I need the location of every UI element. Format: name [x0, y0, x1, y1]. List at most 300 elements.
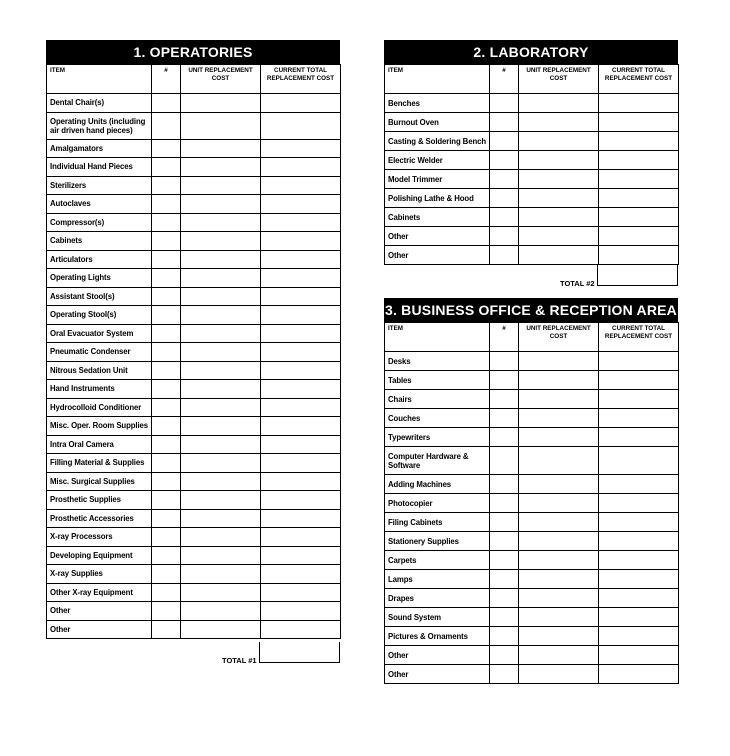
unit-cost-cell[interactable]: [519, 132, 599, 151]
section-title: 2. LABORATORY: [384, 40, 678, 64]
quantity-cell[interactable]: [490, 513, 519, 532]
item-label: Assistant Stool(s): [47, 287, 152, 306]
item-label: Casting & Soldering Bench: [385, 132, 490, 151]
business-office-table: [384, 322, 679, 684]
total-cost-cell[interactable]: [261, 528, 341, 547]
total-cost-cell[interactable]: [599, 570, 679, 589]
unit-cost-cell[interactable]: [181, 380, 261, 399]
total-cost-cell[interactable]: [261, 324, 341, 343]
unit-cost-cell[interactable]: [181, 213, 261, 232]
item-label: Dental Chair(s): [47, 94, 152, 113]
item-label: Operating Units (including air driven hand pieces): [47, 112, 152, 139]
table-row: [385, 113, 679, 132]
table-row: [47, 602, 341, 621]
quantity-cell[interactable]: [152, 250, 181, 269]
total-cost-cell[interactable]: [261, 454, 341, 473]
unit-cost-cell[interactable]: [519, 646, 599, 665]
item-label: Drapes: [385, 589, 490, 608]
unit-cost-cell[interactable]: [181, 195, 261, 214]
total-cost-cell[interactable]: [599, 551, 679, 570]
unit-cost-cell[interactable]: [519, 589, 599, 608]
total-cost-header: CURRENT TOTAL REPLACEMENT COST: [599, 323, 679, 352]
table-row: [385, 390, 679, 409]
quantity-cell[interactable]: [152, 398, 181, 417]
unit-cost-cell[interactable]: [519, 94, 599, 113]
quantity-cell[interactable]: [152, 324, 181, 343]
unit-cost-cell[interactable]: [181, 306, 261, 325]
total-cost-cell[interactable]: [599, 428, 679, 447]
quantity-cell[interactable]: [490, 390, 519, 409]
unit-cost-cell[interactable]: [181, 620, 261, 639]
table-row: [385, 570, 679, 589]
table-row: [385, 170, 679, 189]
unit-cost-header: UNIT REPLACEMENT COST: [519, 323, 599, 352]
operatories-table: [46, 64, 341, 639]
unit-cost-cell[interactable]: [181, 602, 261, 621]
item-label: Pictures & Ornaments: [385, 627, 490, 646]
unit-cost-cell[interactable]: [519, 151, 599, 170]
quantity-cell[interactable]: [152, 565, 181, 584]
quantity-cell[interactable]: [490, 151, 519, 170]
quantity-cell[interactable]: [490, 551, 519, 570]
table-row: [385, 589, 679, 608]
table-row: [385, 371, 679, 390]
item-label: Computer Hardware & Software: [385, 447, 490, 475]
item-label: Adding Machines: [385, 475, 490, 494]
total-cost-cell[interactable]: [261, 417, 341, 436]
quantity-cell[interactable]: [490, 189, 519, 208]
total-cost-cell[interactable]: [261, 435, 341, 454]
quantity-cell[interactable]: [490, 94, 519, 113]
total-cost-cell[interactable]: [261, 232, 341, 251]
quantity-cell[interactable]: [152, 269, 181, 288]
total-cost-cell[interactable]: [261, 250, 341, 269]
total-1-label: TOTAL #1: [222, 656, 257, 665]
item-label: Misc. Surgical Supplies: [47, 472, 152, 491]
operatories-section: [46, 40, 340, 639]
total-cost-cell[interactable]: [261, 195, 341, 214]
quantity-cell[interactable]: [152, 112, 181, 139]
quantity-cell[interactable]: [490, 665, 519, 684]
quantity-cell[interactable]: [490, 428, 519, 447]
item-label: Photocopier: [385, 494, 490, 513]
table-row: [47, 546, 341, 565]
quantity-cell[interactable]: [490, 532, 519, 551]
total-cost-cell[interactable]: [261, 546, 341, 565]
quantity-cell[interactable]: [152, 176, 181, 195]
unit-cost-cell[interactable]: [181, 565, 261, 584]
header-row: [47, 65, 341, 94]
unit-cost-cell[interactable]: [181, 472, 261, 491]
item-label: Misc. Oper. Room Supplies: [47, 417, 152, 436]
table-row: [47, 528, 341, 547]
quantity-cell[interactable]: [152, 472, 181, 491]
quantity-cell[interactable]: [152, 528, 181, 547]
total-cost-header: CURRENT TOTAL REPLACEMENT COST: [261, 65, 341, 94]
quantity-cell[interactable]: [152, 139, 181, 158]
unit-cost-cell[interactable]: [181, 398, 261, 417]
quantity-cell[interactable]: [490, 352, 519, 371]
item-label: Individual Hand Pieces: [47, 158, 152, 177]
total-cost-cell[interactable]: [261, 112, 341, 139]
unit-cost-cell[interactable]: [181, 232, 261, 251]
total-cost-cell[interactable]: [599, 390, 679, 409]
total-cost-cell[interactable]: [599, 494, 679, 513]
table-row: [385, 208, 679, 227]
unit-cost-cell[interactable]: [181, 583, 261, 602]
item-label: Stationery Supplies: [385, 532, 490, 551]
item-label: Model Trimmer: [385, 170, 490, 189]
table-row: [47, 583, 341, 602]
section-title: 3. BUSINESS OFFICE & RECEPTION AREA: [384, 298, 678, 322]
table-row: [385, 189, 679, 208]
table-row: [47, 213, 341, 232]
total-cost-cell[interactable]: [261, 398, 341, 417]
total-cost-cell[interactable]: [599, 227, 679, 246]
quantity-cell[interactable]: [152, 343, 181, 362]
quantity-cell[interactable]: [490, 132, 519, 151]
table-row: [385, 608, 679, 627]
unit-cost-cell[interactable]: [519, 390, 599, 409]
total-cost-cell[interactable]: [599, 246, 679, 265]
unit-cost-cell[interactable]: [519, 208, 599, 227]
unit-cost-cell[interactable]: [519, 113, 599, 132]
total-2-label: TOTAL #2: [560, 279, 595, 288]
total-cost-cell[interactable]: [261, 213, 341, 232]
item-label: Prosthetic Accessories: [47, 509, 152, 528]
total-1-field[interactable]: [259, 642, 340, 663]
quantity-cell[interactable]: [152, 491, 181, 510]
unit-cost-cell[interactable]: [181, 112, 261, 139]
item-label: Nitrous Sedation Unit: [47, 361, 152, 380]
item-label: Carpets: [385, 551, 490, 570]
total-cost-cell[interactable]: [261, 472, 341, 491]
quantity-cell[interactable]: [152, 620, 181, 639]
unit-cost-cell[interactable]: [181, 417, 261, 436]
unit-cost-cell[interactable]: [181, 361, 261, 380]
quantity-cell[interactable]: [152, 454, 181, 473]
item-label: Lamps: [385, 570, 490, 589]
total-cost-cell[interactable]: [599, 447, 679, 475]
table-row: [47, 112, 341, 139]
unit-cost-cell[interactable]: [519, 227, 599, 246]
unit-cost-cell[interactable]: [181, 546, 261, 565]
item-label: Other: [385, 246, 490, 265]
table-row: [47, 380, 341, 399]
laboratory-table: [384, 64, 679, 265]
operatories-body: [47, 94, 341, 639]
item-label: Filing Cabinets: [385, 513, 490, 532]
total-cost-cell[interactable]: [261, 361, 341, 380]
total-cost-cell[interactable]: [261, 94, 341, 113]
item-label: Sterilizers: [47, 176, 152, 195]
total-cost-cell[interactable]: [599, 113, 679, 132]
unit-cost-cell[interactable]: [181, 491, 261, 510]
item-label: Amalgamators: [47, 139, 152, 158]
quantity-cell[interactable]: [152, 417, 181, 436]
quantity-cell[interactable]: [490, 589, 519, 608]
total-cost-cell[interactable]: [599, 132, 679, 151]
item-label: Cabinets: [47, 232, 152, 251]
item-label: Oral Evacuator System: [47, 324, 152, 343]
table-row: [47, 398, 341, 417]
quantity-cell[interactable]: [152, 602, 181, 621]
quantity-header: #: [490, 65, 519, 94]
table-row: [47, 287, 341, 306]
item-label: Burnout Oven: [385, 113, 490, 132]
item-label: Benches: [385, 94, 490, 113]
table-row: [47, 435, 341, 454]
quantity-cell[interactable]: [152, 509, 181, 528]
item-label: Intra Oral Camera: [47, 435, 152, 454]
unit-cost-cell[interactable]: [519, 447, 599, 475]
table-row: [385, 428, 679, 447]
unit-cost-cell[interactable]: [181, 250, 261, 269]
unit-cost-cell[interactable]: [181, 176, 261, 195]
table-row: [385, 409, 679, 428]
quantity-cell[interactable]: [490, 227, 519, 246]
unit-cost-cell[interactable]: [181, 287, 261, 306]
table-row: [47, 176, 341, 195]
total-cost-cell[interactable]: [261, 306, 341, 325]
quantity-cell[interactable]: [152, 158, 181, 177]
total-cost-cell[interactable]: [261, 287, 341, 306]
total-cost-cell[interactable]: [261, 491, 341, 510]
total-cost-cell[interactable]: [599, 409, 679, 428]
item-label: Other: [385, 227, 490, 246]
header-row: [385, 323, 679, 352]
total-cost-cell[interactable]: [261, 565, 341, 584]
table-row: [385, 665, 679, 684]
item-header: ITEM: [385, 65, 490, 94]
table-row: [385, 627, 679, 646]
quantity-cell[interactable]: [490, 208, 519, 227]
quantity-cell[interactable]: [490, 627, 519, 646]
item-label: Filling Material & Supplies: [47, 454, 152, 473]
quantity-cell[interactable]: [490, 494, 519, 513]
table-row: [385, 646, 679, 665]
item-label: Chairs: [385, 390, 490, 409]
unit-cost-cell[interactable]: [519, 494, 599, 513]
total-cost-cell[interactable]: [261, 343, 341, 362]
total-cost-cell[interactable]: [261, 269, 341, 288]
quantity-cell[interactable]: [490, 570, 519, 589]
item-label: Developing Equipment: [47, 546, 152, 565]
item-label: Other: [47, 602, 152, 621]
unit-cost-cell[interactable]: [181, 94, 261, 113]
quantity-cell[interactable]: [490, 608, 519, 627]
unit-cost-cell[interactable]: [519, 513, 599, 532]
total-cost-cell[interactable]: [599, 608, 679, 627]
table-row: [47, 417, 341, 436]
item-label: Operating Lights: [47, 269, 152, 288]
quantity-cell[interactable]: [490, 371, 519, 390]
quantity-cell[interactable]: [490, 646, 519, 665]
item-label: Other: [385, 646, 490, 665]
quantity-cell[interactable]: [490, 409, 519, 428]
table-row: [47, 361, 341, 380]
total-cost-cell[interactable]: [599, 513, 679, 532]
item-label: Sound System: [385, 608, 490, 627]
unit-cost-cell[interactable]: [181, 324, 261, 343]
quantity-cell[interactable]: [152, 232, 181, 251]
unit-cost-header: UNIT REPLACEMENT COST: [181, 65, 261, 94]
table-row: [47, 139, 341, 158]
total-cost-cell[interactable]: [599, 170, 679, 189]
unit-cost-cell[interactable]: [519, 627, 599, 646]
table-row: [47, 343, 341, 362]
unit-cost-cell[interactable]: [519, 608, 599, 627]
total-cost-cell[interactable]: [261, 583, 341, 602]
table-row: [47, 269, 341, 288]
total-cost-cell[interactable]: [599, 151, 679, 170]
item-label: Couches: [385, 409, 490, 428]
unit-cost-cell[interactable]: [519, 428, 599, 447]
total-cost-cell[interactable]: [599, 208, 679, 227]
total-cost-cell[interactable]: [599, 189, 679, 208]
unit-cost-cell[interactable]: [519, 189, 599, 208]
quantity-cell[interactable]: [490, 447, 519, 475]
table-row: [47, 324, 341, 343]
table-row: [47, 454, 341, 473]
unit-cost-cell[interactable]: [181, 343, 261, 362]
unit-cost-cell[interactable]: [181, 139, 261, 158]
item-label: X-ray Processors: [47, 528, 152, 547]
quantity-cell[interactable]: [490, 475, 519, 494]
total-cost-cell[interactable]: [261, 158, 341, 177]
unit-cost-cell[interactable]: [181, 435, 261, 454]
quantity-cell[interactable]: [152, 546, 181, 565]
unit-cost-cell[interactable]: [181, 528, 261, 547]
item-label: Compressor(s): [47, 213, 152, 232]
item-label: Other: [385, 665, 490, 684]
item-header: ITEM: [385, 323, 490, 352]
unit-cost-cell[interactable]: [519, 170, 599, 189]
table-row: [385, 447, 679, 475]
table-row: [385, 132, 679, 151]
table-row: [385, 532, 679, 551]
total-cost-header: CURRENT TOTAL REPLACEMENT COST: [599, 65, 679, 94]
business-office-section: [384, 298, 678, 684]
table-row: [385, 94, 679, 113]
quantity-cell[interactable]: [152, 306, 181, 325]
table-row: [47, 472, 341, 491]
total-cost-cell[interactable]: [599, 532, 679, 551]
unit-cost-cell[interactable]: [519, 665, 599, 684]
item-label: Hand Instruments: [47, 380, 152, 399]
section-title: 1. OPERATORIES: [46, 40, 340, 64]
unit-cost-cell[interactable]: [519, 352, 599, 371]
total-cost-cell[interactable]: [261, 380, 341, 399]
total-cost-cell[interactable]: [261, 176, 341, 195]
table-row: [47, 509, 341, 528]
total-2-field[interactable]: [597, 265, 678, 286]
item-label: Other: [47, 620, 152, 639]
quantity-cell[interactable]: [490, 170, 519, 189]
quantity-cell[interactable]: [152, 195, 181, 214]
unit-cost-cell[interactable]: [519, 246, 599, 265]
quantity-cell[interactable]: [152, 435, 181, 454]
quantity-cell[interactable]: [152, 380, 181, 399]
unit-cost-cell[interactable]: [519, 532, 599, 551]
header-row: [385, 65, 679, 94]
unit-cost-cell[interactable]: [519, 371, 599, 390]
table-row: [47, 94, 341, 113]
item-label: Operating Stool(s): [47, 306, 152, 325]
business-office-body: [385, 352, 679, 684]
item-label: Other X-ray Equipment: [47, 583, 152, 602]
table-row: [385, 475, 679, 494]
item-label: Autoclaves: [47, 195, 152, 214]
unit-cost-cell[interactable]: [519, 570, 599, 589]
table-row: [47, 195, 341, 214]
item-label: Pneumatic Condenser: [47, 343, 152, 362]
laboratory-body: [385, 94, 679, 265]
item-label: Cabinets: [385, 208, 490, 227]
table-row: [47, 232, 341, 251]
quantity-cell[interactable]: [152, 287, 181, 306]
item-label: Prosthetic Supplies: [47, 491, 152, 510]
table-row: [385, 246, 679, 265]
laboratory-section: [384, 40, 678, 265]
item-label: Electric Welder: [385, 151, 490, 170]
total-cost-cell[interactable]: [599, 627, 679, 646]
table-row: [385, 551, 679, 570]
total-cost-cell[interactable]: [599, 646, 679, 665]
quantity-cell[interactable]: [490, 246, 519, 265]
total-cost-cell[interactable]: [599, 589, 679, 608]
table-row: [385, 494, 679, 513]
item-label: Typewriters: [385, 428, 490, 447]
quantity-header: #: [152, 65, 181, 94]
table-row: [47, 250, 341, 269]
unit-cost-cell[interactable]: [181, 269, 261, 288]
quantity-cell[interactable]: [152, 361, 181, 380]
item-label: X-ray Supplies: [47, 565, 152, 584]
total-cost-cell[interactable]: [599, 475, 679, 494]
unit-cost-cell[interactable]: [519, 475, 599, 494]
unit-cost-cell[interactable]: [519, 551, 599, 570]
quantity-cell[interactable]: [152, 94, 181, 113]
table-row: [47, 620, 341, 639]
quantity-cell[interactable]: [490, 113, 519, 132]
total-cost-cell[interactable]: [261, 620, 341, 639]
quantity-cell[interactable]: [152, 213, 181, 232]
table-row: [47, 158, 341, 177]
item-label: Tables: [385, 371, 490, 390]
table-row: [385, 227, 679, 246]
table-row: [385, 352, 679, 371]
unit-cost-cell[interactable]: [181, 158, 261, 177]
unit-cost-cell[interactable]: [181, 454, 261, 473]
unit-cost-cell[interactable]: [519, 409, 599, 428]
total-cost-cell[interactable]: [599, 371, 679, 390]
item-label: Articulators: [47, 250, 152, 269]
total-cost-cell[interactable]: [261, 509, 341, 528]
total-cost-cell[interactable]: [261, 602, 341, 621]
unit-cost-cell[interactable]: [181, 509, 261, 528]
total-cost-cell[interactable]: [599, 665, 679, 684]
item-label: Hydrocolloid Conditioner: [47, 398, 152, 417]
item-label: Desks: [385, 352, 490, 371]
quantity-cell[interactable]: [152, 583, 181, 602]
total-cost-cell[interactable]: [599, 352, 679, 371]
total-cost-cell[interactable]: [261, 139, 341, 158]
table-row: [47, 565, 341, 584]
item-header: ITEM: [47, 65, 152, 94]
table-row: [385, 151, 679, 170]
total-cost-cell[interactable]: [599, 94, 679, 113]
